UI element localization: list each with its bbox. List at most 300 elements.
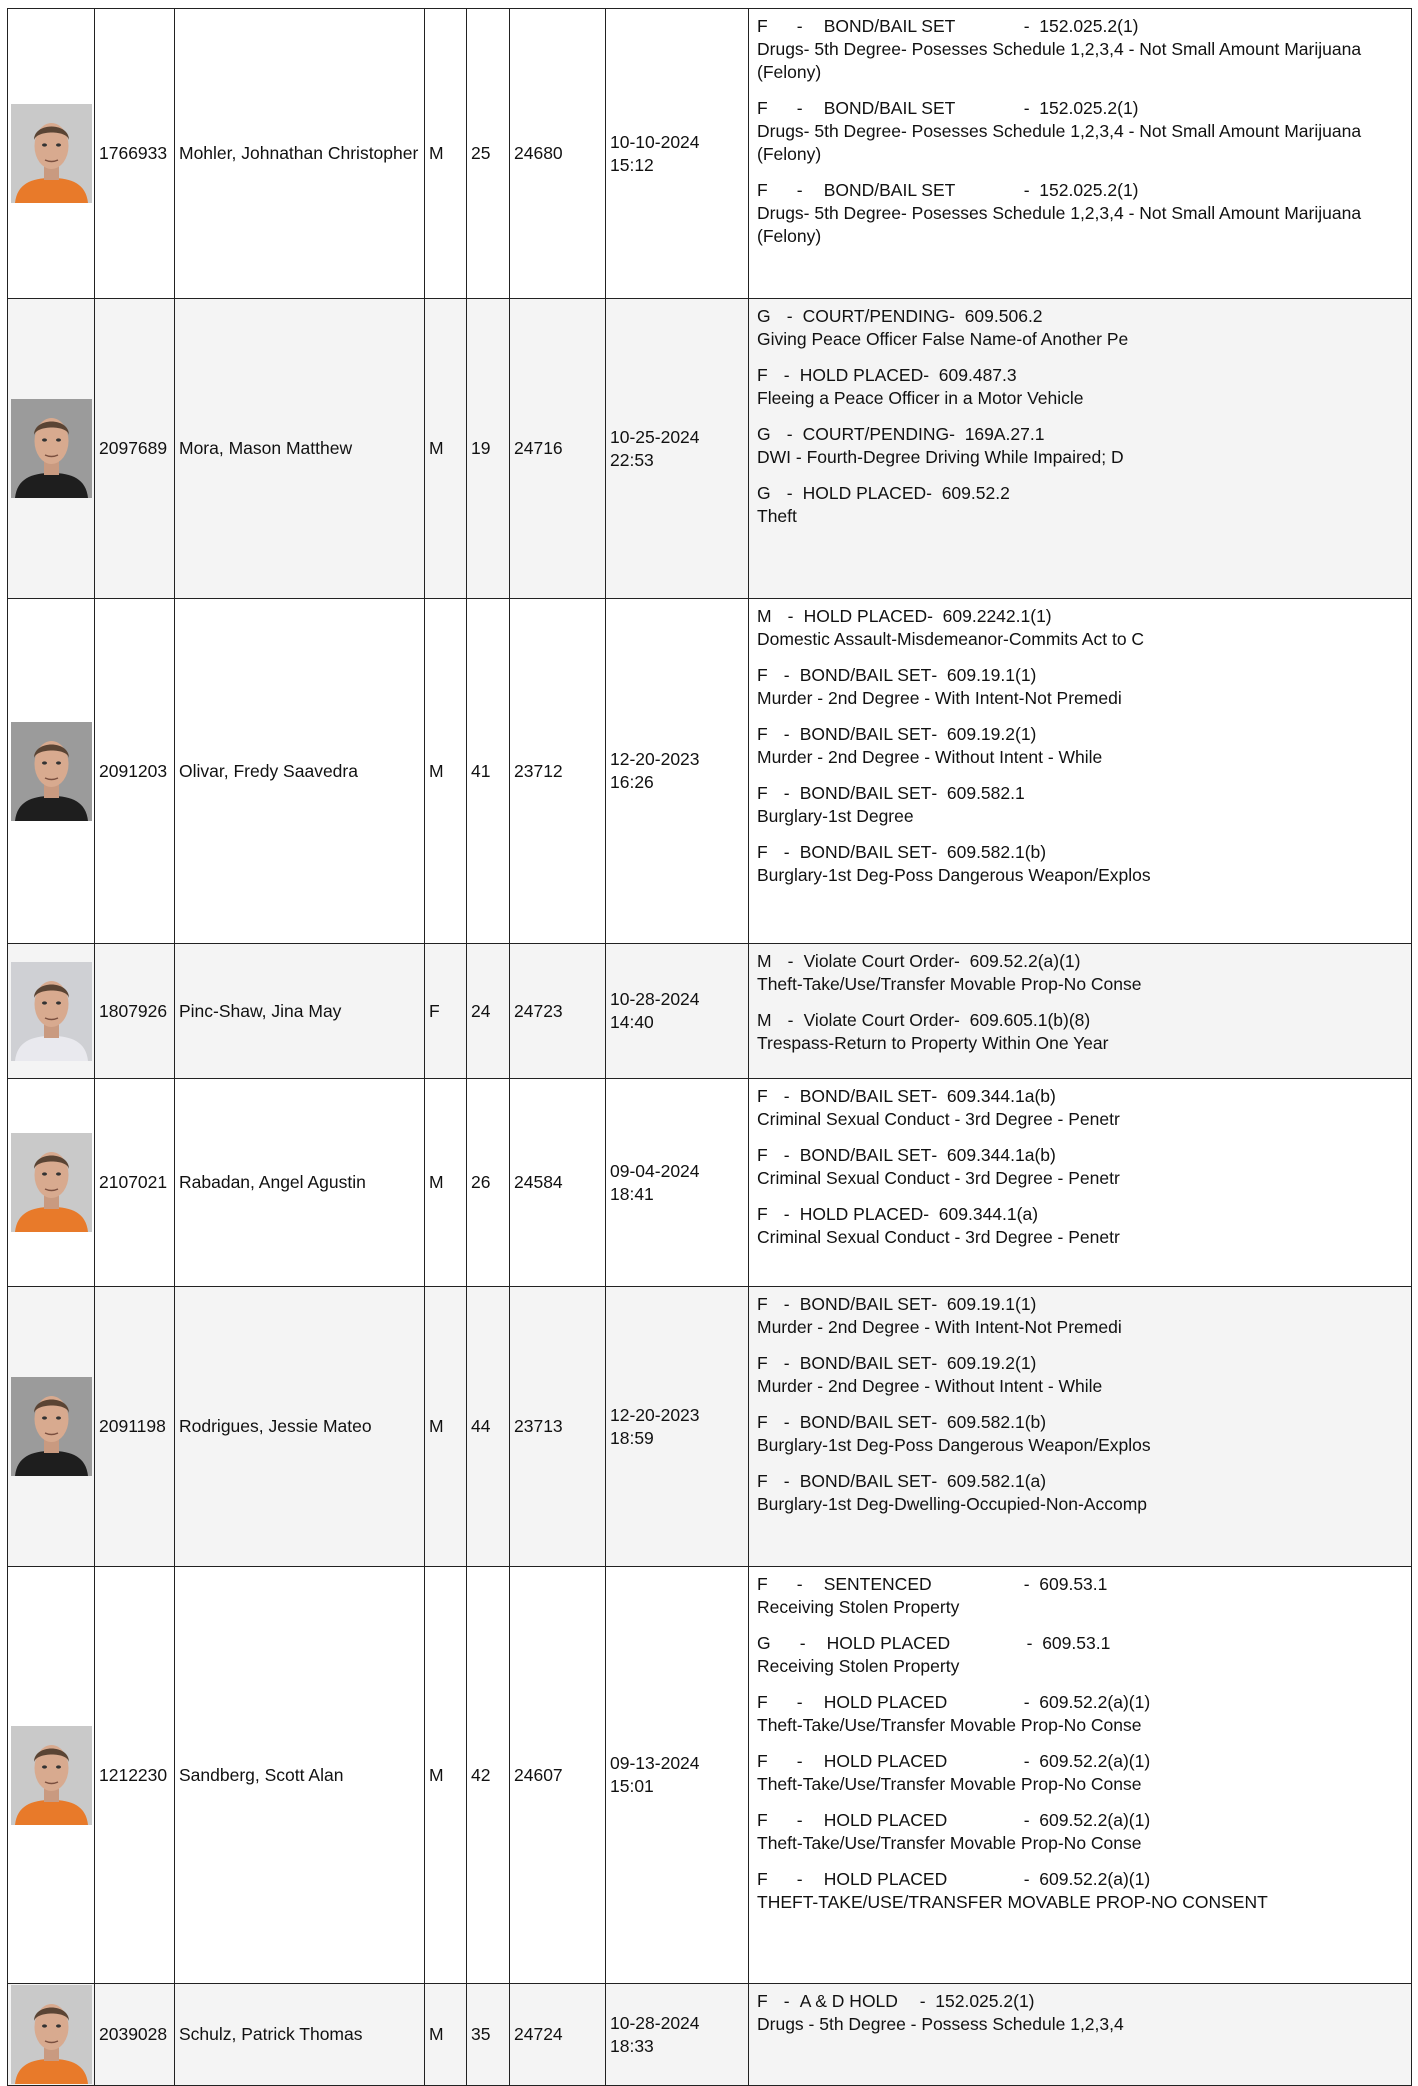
booking-datetime xyxy=(606,1567,749,1984)
separator: - xyxy=(919,1991,936,2011)
charge-description: Murder - 2nd Degree - Without Intent - While xyxy=(757,747,1103,767)
charge-header xyxy=(757,482,1403,505)
charge-statute: 609.487.3 xyxy=(938,365,1017,385)
charge-header xyxy=(757,841,1403,864)
charge-description: Criminal Sexual Conduct - 3rd Degree - Penetr xyxy=(757,1109,1120,1129)
charge-statute: 152.025.2(1) xyxy=(1039,180,1139,200)
charge-description: Theft xyxy=(757,506,797,526)
charge-status: HOLD PLACED xyxy=(823,1810,948,1830)
charge-status: BOND/BAIL SET xyxy=(823,180,956,200)
charge-description: Drugs - 5th Degree - Possess Schedule 1,2,3,4 xyxy=(757,2014,1124,2034)
booking-date: 12-20-2023 xyxy=(610,749,700,769)
charge-description: THEFT-TAKE/USE/TRANSFER MOVABLE PROP-NO CONSENT xyxy=(757,1892,1268,1912)
separator: - xyxy=(926,483,942,503)
charge-status: BOND/BAIL SET xyxy=(823,98,956,118)
inmate-row[interactable] xyxy=(8,1567,1412,1984)
inmate-name: Pinc-Shaw, Jina May xyxy=(175,944,425,1079)
charge-header xyxy=(757,364,1403,387)
charge-entry xyxy=(757,1085,1403,1131)
charge-entry xyxy=(757,1293,1403,1339)
charge-statute: 609.2242.1(1) xyxy=(942,606,1052,626)
charge-entry xyxy=(757,1809,1403,1855)
charge-entry xyxy=(757,1750,1403,1796)
charge-level: F xyxy=(757,1145,768,1165)
booking-datetime xyxy=(606,299,749,599)
booking-number: 24723 xyxy=(510,944,606,1079)
mugshot-photo xyxy=(11,1133,92,1232)
separator: - xyxy=(783,724,790,744)
charge-entry xyxy=(757,423,1403,469)
inmate-name: Mora, Mason Matthew xyxy=(175,299,425,599)
charge-header xyxy=(757,1352,1403,1375)
charge-level: F xyxy=(757,665,768,685)
inmate-age: 25 xyxy=(467,9,510,299)
charge-status: HOLD PLACED xyxy=(803,606,928,626)
separator: - xyxy=(796,1692,803,1712)
charge-statute: 152.025.2(1) xyxy=(1039,16,1139,36)
mugshot-photo xyxy=(11,399,92,498)
charge-level: F xyxy=(757,1991,768,2011)
charge-entry xyxy=(757,664,1403,710)
charge-description: Giving Peace Officer False Name-of Another Pe xyxy=(757,329,1129,349)
separator: - xyxy=(786,424,793,444)
booking-datetime xyxy=(606,1079,749,1287)
charge-status: BOND/BAIL SET xyxy=(799,842,932,862)
charge-status: HOLD PLACED xyxy=(802,483,927,503)
charge-level: F xyxy=(757,1353,768,1373)
charge-description: Burglary-1st Deg-Dwelling-Occupied-Non-Accomp xyxy=(757,1494,1147,1514)
roster-body xyxy=(8,9,1412,2086)
charge-status: Violate Court Order xyxy=(803,951,955,971)
charge-status: BOND/BAIL SET xyxy=(799,1471,932,1491)
charge-statute: 609.582.1(b) xyxy=(946,1412,1047,1432)
booking-number: 24584 xyxy=(510,1079,606,1287)
separator: - xyxy=(1023,16,1040,36)
inmate-id: 2097689 xyxy=(95,299,175,599)
charge-statute: 609.344.1(a) xyxy=(938,1204,1039,1224)
separator: - xyxy=(796,1869,803,1889)
charge-level: M xyxy=(757,1010,772,1030)
inmate-id: 1766933 xyxy=(95,9,175,299)
charge-entry xyxy=(757,1691,1403,1737)
separator: - xyxy=(783,665,790,685)
charge-header xyxy=(757,1750,1403,1773)
inmate-row[interactable] xyxy=(8,1079,1412,1287)
charge-header xyxy=(757,1632,1403,1655)
charge-statute: 609.52.2(a)(1) xyxy=(969,951,1081,971)
charge-statute: 609.582.1(b) xyxy=(946,842,1047,862)
charge-statute: 609.52.2(a)(1) xyxy=(1039,1692,1151,1712)
separator: - xyxy=(796,1751,803,1771)
separator: - xyxy=(1026,1633,1043,1653)
charge-statute: 609.344.1a(b) xyxy=(946,1145,1056,1165)
charge-level: F xyxy=(757,1692,768,1712)
inmate-id: 1807926 xyxy=(95,944,175,1079)
separator: - xyxy=(783,1294,790,1314)
inmate-id: 2039028 xyxy=(95,1984,175,2086)
booking-date: 10-28-2024 xyxy=(610,989,700,1009)
separator: - xyxy=(783,1471,790,1491)
charge-header xyxy=(757,782,1403,805)
booking-number: 24680 xyxy=(510,9,606,299)
charge-header xyxy=(757,1868,1403,1891)
charge-header xyxy=(757,664,1403,687)
separator: - xyxy=(783,1086,790,1106)
inmate-row[interactable] xyxy=(8,944,1412,1079)
charge-entry xyxy=(757,1411,1403,1457)
mugshot-photo xyxy=(11,962,92,1061)
charge-description: Drugs- 5th Degree- Posesses Schedule 1,2,3,4 - Not Small Amount Marijuana (Felony) xyxy=(757,121,1362,164)
separator: - xyxy=(799,1633,806,1653)
booking-date: 09-13-2024 xyxy=(610,1753,700,1773)
charge-level: F xyxy=(757,783,768,803)
booking-date: 09-04-2024 xyxy=(610,1160,700,1181)
inmate-row[interactable] xyxy=(8,1287,1412,1567)
inmate-age: 44 xyxy=(467,1287,510,1567)
charge-level: F xyxy=(757,1751,768,1771)
charge-statute: 609.53.1 xyxy=(1039,1574,1108,1594)
booking-datetime xyxy=(606,9,749,299)
charge-status: HOLD PLACED xyxy=(826,1633,951,1653)
charge-description: Burglary-1st Degree xyxy=(757,806,914,826)
separator: - xyxy=(1023,180,1040,200)
inmate-age: 42 xyxy=(467,1567,510,1984)
inmate-age: 35 xyxy=(467,1984,510,2086)
booking-time: 22:53 xyxy=(610,449,654,470)
charge-header xyxy=(757,1293,1403,1316)
charge-header xyxy=(757,1990,1403,2013)
booking-datetime xyxy=(606,1287,749,1567)
charge-header xyxy=(757,1203,1403,1226)
inmate-sex: M xyxy=(425,1079,467,1287)
charge-level: G xyxy=(757,306,771,326)
charge-status: BOND/BAIL SET xyxy=(799,1086,932,1106)
inmate-sex: F xyxy=(425,944,467,1079)
photo-cell xyxy=(8,1984,95,2086)
charge-description: Domestic Assault-Misdemeanor-Commits Act to C xyxy=(757,629,1145,649)
separator: - xyxy=(931,1086,947,1106)
photo-cell xyxy=(8,944,95,1079)
mugshot-photo xyxy=(11,1726,92,1825)
charge-entry xyxy=(757,841,1403,887)
separator: - xyxy=(931,1294,947,1314)
charge-status: BOND/BAIL SET xyxy=(799,665,932,685)
charge-level: F xyxy=(757,16,768,36)
charge-statute: 152.025.2(1) xyxy=(935,1991,1035,2011)
inmate-sex: M xyxy=(425,1287,467,1567)
charge-statute: 609.582.1(a) xyxy=(946,1471,1047,1491)
charge-entry xyxy=(757,1203,1403,1249)
charge-status: A & D HOLD xyxy=(799,1991,898,2011)
charge-status: BOND/BAIL SET xyxy=(799,783,932,803)
separator: - xyxy=(783,783,790,803)
charge-entry xyxy=(757,179,1403,248)
inmate-sex: M xyxy=(425,1567,467,1984)
charge-description: Burglary-1st Deg-Poss Dangerous Weapon/Explos xyxy=(757,865,1151,885)
charge-entry xyxy=(757,1868,1403,1914)
inmate-sex: M xyxy=(425,9,467,299)
charge-statute: 609.53.1 xyxy=(1042,1633,1111,1653)
photo-cell xyxy=(8,1079,95,1287)
charge-status: HOLD PLACED xyxy=(799,1204,924,1224)
charge-statute: 609.52.2(a)(1) xyxy=(1039,1810,1151,1830)
charge-level: G xyxy=(757,1633,771,1653)
inmate-id: 2091198 xyxy=(95,1287,175,1567)
booking-time: 18:59 xyxy=(610,1427,654,1448)
separator: - xyxy=(931,665,947,685)
photo-cell xyxy=(8,299,95,599)
charge-level: F xyxy=(757,1412,768,1432)
charge-header xyxy=(757,1573,1403,1596)
charge-description: Trespass-Return to Property Within One Year xyxy=(757,1033,1109,1053)
booking-date: 10-28-2024 xyxy=(610,2012,700,2033)
charge-status: HOLD PLACED xyxy=(823,1692,948,1712)
charge-status: BOND/BAIL SET xyxy=(799,1294,932,1314)
inmate-age: 41 xyxy=(467,599,510,944)
booking-time: 15:01 xyxy=(610,1776,654,1796)
charge-status: SENTENCED xyxy=(823,1574,932,1594)
charge-statute: 609.582.1 xyxy=(946,783,1025,803)
charge-description: Fleeing a Peace Officer in a Motor Vehicle xyxy=(757,388,1084,408)
booking-time: 18:33 xyxy=(610,2035,654,2056)
charge-description: Theft-Take/Use/Transfer Movable Prop-No Conse xyxy=(757,974,1142,994)
charge-entry xyxy=(757,1009,1403,1055)
charge-status: BOND/BAIL SET xyxy=(799,1145,932,1165)
charge-level: F xyxy=(757,1574,768,1594)
charge-status: BOND/BAIL SET xyxy=(799,1412,932,1432)
booking-date: 10-25-2024 xyxy=(610,426,700,447)
booking-number: 23713 xyxy=(510,1287,606,1567)
separator: - xyxy=(1023,98,1040,118)
inmate-sex: M xyxy=(425,599,467,944)
booking-datetime xyxy=(606,1984,749,2086)
inmate-age: 26 xyxy=(467,1079,510,1287)
separator: - xyxy=(783,1145,790,1165)
charge-description: DWI - Fourth-Degree Driving While Impaired; D xyxy=(757,447,1124,467)
charge-description: Criminal Sexual Conduct - 3rd Degree - Penetr xyxy=(757,1168,1120,1188)
charge-statute: 609.344.1a(b) xyxy=(946,1086,1056,1106)
separator: - xyxy=(931,1471,947,1491)
charge-description: Murder - 2nd Degree - Without Intent - While xyxy=(757,1376,1103,1396)
charge-statute: 609.506.2 xyxy=(964,306,1043,326)
charge-level: F xyxy=(757,98,768,118)
separator: - xyxy=(1023,1692,1040,1712)
inmate-id: 2091203 xyxy=(95,599,175,944)
booking-number: 24607 xyxy=(510,1567,606,1984)
separator: - xyxy=(931,842,947,862)
inmate-name: Sandberg, Scott Alan xyxy=(175,1567,425,1984)
separator: - xyxy=(1023,1810,1040,1830)
charges-cell xyxy=(749,1287,1412,1567)
charge-description: Drugs- 5th Degree- Posesses Schedule 1,2,3,4 - Not Small Amount Marijuana (Felony) xyxy=(757,39,1362,82)
charges-cell xyxy=(749,599,1412,944)
separator: - xyxy=(783,842,790,862)
charge-entry xyxy=(757,1352,1403,1398)
charges-cell xyxy=(749,1984,1412,2086)
mugshot-photo xyxy=(11,104,92,203)
separator: - xyxy=(783,1991,790,2011)
charge-entry xyxy=(757,1470,1403,1516)
charge-header xyxy=(757,950,1403,973)
charge-status: Violate Court Order xyxy=(803,1010,955,1030)
charges-cell xyxy=(749,9,1412,299)
inmate-name: Olivar, Fredy Saavedra xyxy=(175,599,425,944)
charge-entry xyxy=(757,1632,1403,1678)
inmate-id: 1212230 xyxy=(95,1567,175,1984)
inmate-name: Schulz, Patrick Thomas xyxy=(175,1984,425,2086)
charge-status: HOLD PLACED xyxy=(823,1751,948,1771)
charge-statute: 152.025.2(1) xyxy=(1039,98,1139,118)
separator: - xyxy=(954,951,970,971)
charge-header xyxy=(757,1085,1403,1108)
charge-description: Murder - 2nd Degree - With Intent-Not Premedi xyxy=(757,688,1122,708)
charge-level: G xyxy=(757,483,771,503)
charge-description: Drugs- 5th Degree- Posesses Schedule 1,2,3,4 - Not Small Amount Marijuana (Felony) xyxy=(757,203,1362,246)
charge-entry xyxy=(757,305,1403,351)
separator: - xyxy=(1023,1869,1040,1889)
charge-level: F xyxy=(757,1810,768,1830)
separator: - xyxy=(923,365,939,385)
charge-description: Murder - 2nd Degree - With Intent-Not Premedi xyxy=(757,1317,1122,1337)
charge-statute: 169A.27.1 xyxy=(964,424,1045,444)
charge-entry xyxy=(757,1573,1403,1619)
charge-entry xyxy=(757,364,1403,410)
charge-entry xyxy=(757,723,1403,769)
charge-status: HOLD PLACED xyxy=(823,1869,948,1889)
inmate-row[interactable] xyxy=(8,9,1412,299)
separator: - xyxy=(949,306,965,326)
charge-level: F xyxy=(757,1086,768,1106)
separator: - xyxy=(1023,1751,1040,1771)
charge-level: F xyxy=(757,1204,768,1224)
separator: - xyxy=(796,16,803,36)
inmate-id: 2107021 xyxy=(95,1079,175,1287)
booking-number: 24716 xyxy=(510,299,606,599)
separator: - xyxy=(786,483,793,503)
separator: - xyxy=(1023,1574,1040,1594)
separator: - xyxy=(954,1010,970,1030)
charge-header xyxy=(757,1470,1403,1493)
charge-statute: 609.52.2(a)(1) xyxy=(1039,1869,1151,1889)
charge-statute: 609.19.2(1) xyxy=(946,724,1037,744)
inmate-sex: M xyxy=(425,1984,467,2086)
charge-description: Criminal Sexual Conduct - 3rd Degree - Penetr xyxy=(757,1227,1120,1247)
charge-statute: 609.605.1(b)(8) xyxy=(969,1010,1091,1030)
separator: - xyxy=(783,1412,790,1432)
separator: - xyxy=(783,1204,790,1224)
booking-time: 15:12 xyxy=(610,154,654,175)
charge-statute: 609.19.2(1) xyxy=(946,1353,1037,1373)
charge-description: Receiving Stolen Property xyxy=(757,1656,960,1676)
photo-cell xyxy=(8,9,95,299)
charge-statute: 609.52.2 xyxy=(941,483,1010,503)
charge-header xyxy=(757,605,1403,628)
inmate-name: Rodrigues, Jessie Mateo xyxy=(175,1287,425,1567)
booking-number: 23712 xyxy=(510,599,606,944)
separator: - xyxy=(931,783,947,803)
charge-status: BOND/BAIL SET xyxy=(799,724,932,744)
photo-cell xyxy=(8,599,95,944)
charge-entry xyxy=(757,605,1403,651)
separator: - xyxy=(796,98,803,118)
separator: - xyxy=(796,1574,803,1594)
charge-level: M xyxy=(757,606,772,626)
charges-cell xyxy=(749,1079,1412,1287)
inmate-row[interactable] xyxy=(8,1984,1412,2086)
charge-entry xyxy=(757,15,1403,84)
charge-statute: 609.19.1(1) xyxy=(946,665,1037,685)
charge-header xyxy=(757,305,1403,328)
charge-status: BOND/BAIL SET xyxy=(823,16,956,36)
charge-status: COURT/PENDING xyxy=(802,424,950,444)
charge-status: BOND/BAIL SET xyxy=(799,1353,932,1373)
charge-header xyxy=(757,1144,1403,1167)
booking-time: 18:41 xyxy=(610,1183,654,1204)
mugshot-photo xyxy=(11,722,92,821)
booking-datetime xyxy=(606,944,749,1079)
charge-header xyxy=(757,1691,1403,1714)
mugshot-photo xyxy=(11,1985,92,2084)
charge-entry xyxy=(757,1990,1403,2036)
photo-cell xyxy=(8,1287,95,1567)
separator: - xyxy=(787,1010,794,1030)
photo-cell xyxy=(8,1567,95,1984)
charge-level: F xyxy=(757,1294,768,1314)
separator: - xyxy=(931,1353,947,1373)
inmate-row[interactable] xyxy=(8,599,1412,944)
separator: - xyxy=(786,306,793,326)
charge-entry xyxy=(757,782,1403,828)
charge-level: F xyxy=(757,842,768,862)
booking-time: 16:26 xyxy=(610,772,654,792)
charge-header xyxy=(757,97,1403,120)
charge-entry xyxy=(757,482,1403,528)
charge-description: Theft-Take/Use/Transfer Movable Prop-No Conse xyxy=(757,1715,1142,1735)
charge-level: F xyxy=(757,365,768,385)
charge-entry xyxy=(757,1144,1403,1190)
charge-description: Burglary-1st Deg-Poss Dangerous Weapon/Explos xyxy=(757,1435,1151,1455)
charge-entry xyxy=(757,950,1403,996)
inmate-name: Rabadan, Angel Agustin xyxy=(175,1079,425,1287)
charge-header xyxy=(757,1411,1403,1434)
charge-status: HOLD PLACED xyxy=(799,365,924,385)
separator: - xyxy=(949,424,965,444)
charge-header xyxy=(757,15,1403,38)
charge-header xyxy=(757,423,1403,446)
charge-entry xyxy=(757,97,1403,166)
booking-number: 24724 xyxy=(510,1984,606,2086)
charge-level: F xyxy=(757,1471,768,1491)
separator: - xyxy=(931,724,947,744)
booking-date: 10-10-2024 xyxy=(610,131,700,152)
charge-header xyxy=(757,723,1403,746)
separator: - xyxy=(927,606,943,626)
charge-header xyxy=(757,179,1403,202)
charge-level: G xyxy=(757,424,771,444)
separator: - xyxy=(931,1412,947,1432)
separator: - xyxy=(796,180,803,200)
inmate-age: 19 xyxy=(467,299,510,599)
charges-cell xyxy=(749,1567,1412,1984)
inmate-row[interactable] xyxy=(8,299,1412,599)
separator: - xyxy=(783,1353,790,1373)
separator: - xyxy=(923,1204,939,1224)
charges-cell xyxy=(749,944,1412,1079)
charge-description: Theft-Take/Use/Transfer Movable Prop-No Conse xyxy=(757,1774,1142,1794)
inmate-name: Mohler, Johnathan Christopher xyxy=(175,9,425,299)
charge-level: F xyxy=(757,180,768,200)
charge-status: COURT/PENDING xyxy=(802,306,950,326)
